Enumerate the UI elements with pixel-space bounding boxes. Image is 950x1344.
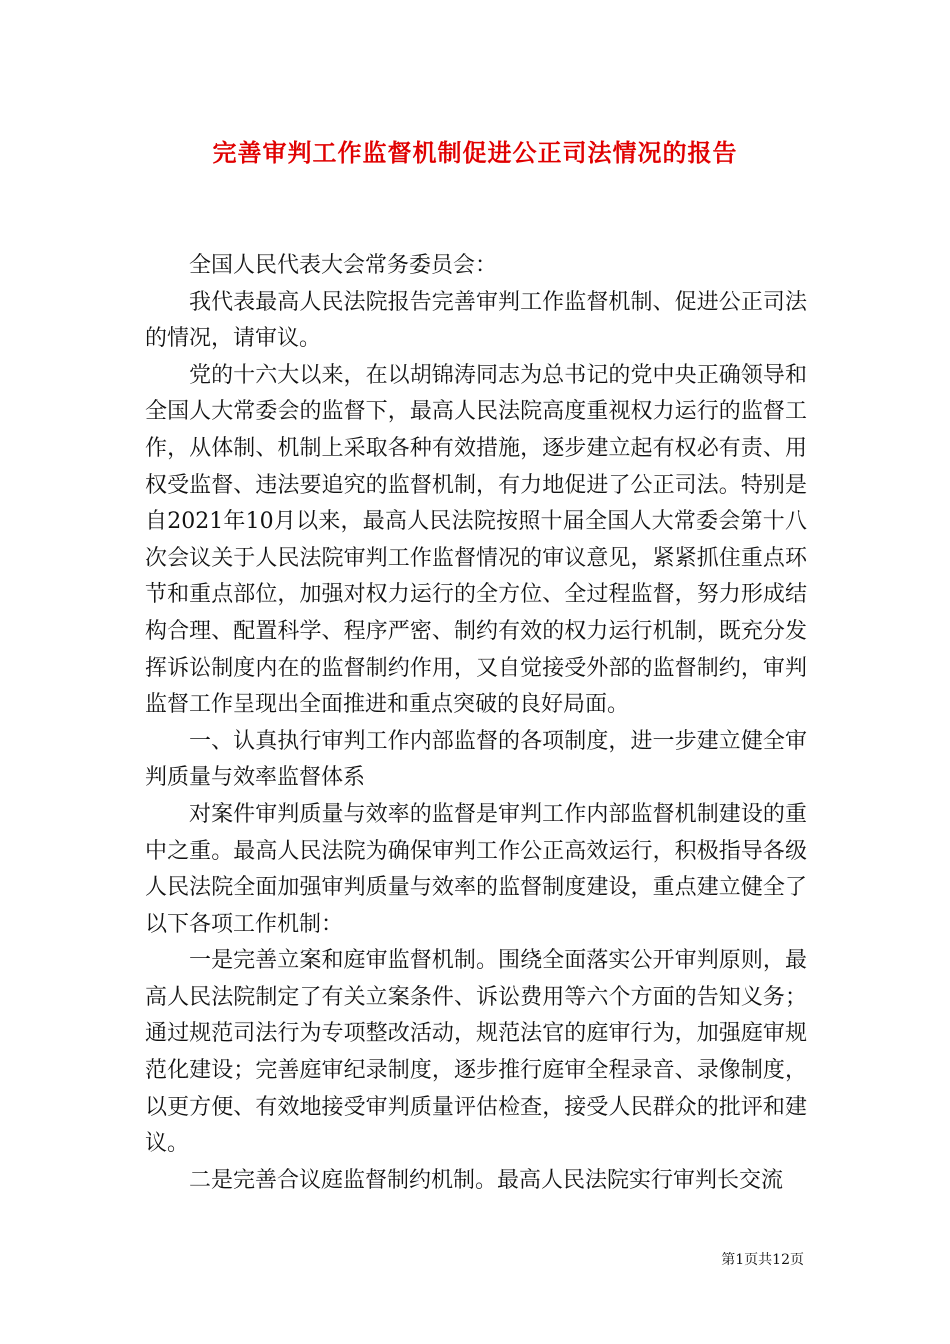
- paragraph-salutation: 全国人民代表大会常务委员会：: [189, 253, 498, 278]
- paragraph-item-two: 二是完善合议庭监督制约机制。最高人民法院实行审判长交流: [189, 1167, 784, 1193]
- page-number: 第1页共12页: [721, 1252, 804, 1268]
- document-title: 完善审判工作监督机制促进公正司法情况的报告: [212, 139, 738, 167]
- paragraph-section-body: 对案件审判质量与效率的监督是审判工作内部监督机制建设的重中之重。最高人民法院为确保审判工作公正高效运行，积极指导各级人民法院全面加强审判质量与效率的监督制度建设，重点建立健全了以下各项工作机制：: [145, 801, 807, 937]
- document-body: [145, 248, 807, 1199]
- paragraph-item-one: 一是完善立案和庭审监督机制。围绕全面落实公开审判原则，最高人民法院制定了有关立案条件、诉讼费用等六个方面的告知义务；通过规范司法行为专项整改活动，规范法官的庭审行为，加强庭审规范化建设；完善庭审纪录制度，逐步推行庭审全程录音、录像制度，以更方便、有效地接受审判质量评估检查，接受人民群众的批评和建议。: [145, 948, 807, 1157]
- paragraph-intro: 我代表最高人民法院报告完善审判工作监督机制、促进公正司法的情况，请审议。: [145, 289, 807, 352]
- paragraph-overview: 党的十六大以来，在以胡锦涛同志为总书记的党中央正确领导和全国人大常委会的监督下，最高人民法院高度重视权力运行的监督工作，从体制、机制上采取各种有效措施，逐步建立起有权必有责、用权受监督、违法要追究的监督机制，有力地促进了公正司法。特别是自2021年10月以来，最高人民法院按照十届全国人大常委会第十八次会议关于人民法院审判工作监督情况的审议意见，紧紧抓住重点环节和重点部位，加强对权力运行的全方位、全过程监督，努力形成结构合理、配置科学、程序严密、制约有效的权力运行机制，既充分发挥诉讼制度内在的监督制约作用，又自觉接受外部的监督制约，审判监督工作呈现出全面推进和重点突破的良好局面。: [145, 362, 807, 718]
- paragraph-section-heading: 一、认真执行审判工作内部监督的各项制度，进一步建立健全审判质量与效率监督体系: [145, 728, 807, 791]
